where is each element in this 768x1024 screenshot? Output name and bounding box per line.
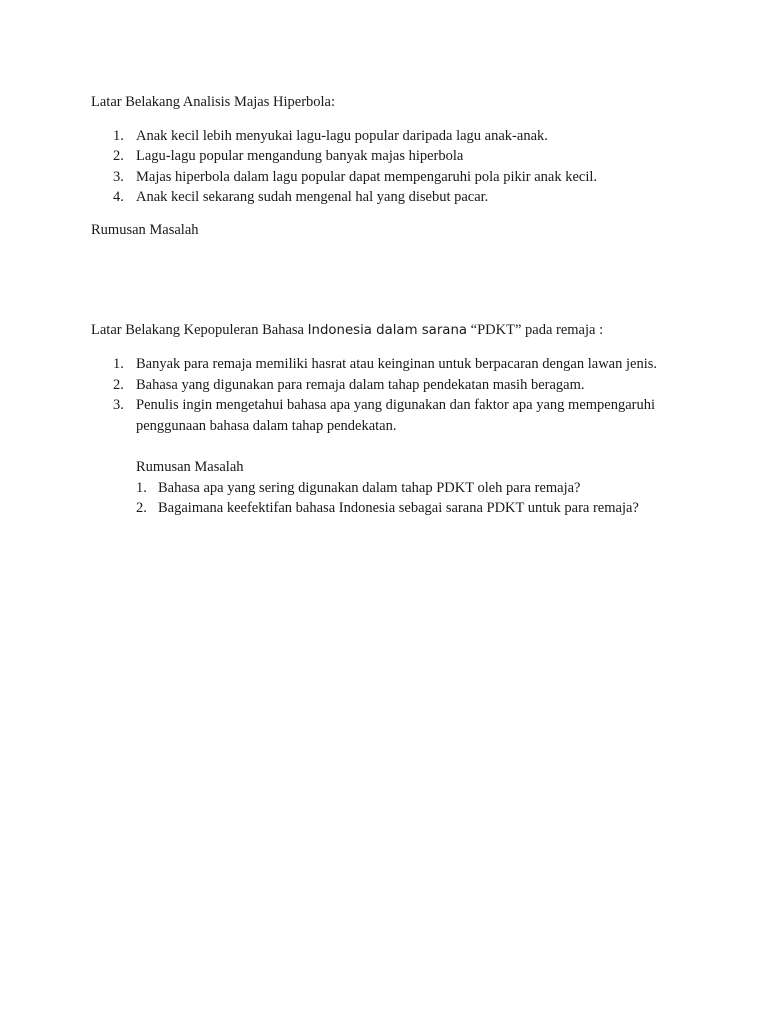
list-item-number: 3. (113, 169, 124, 185)
list-item-number: 2. (113, 148, 124, 164)
section1-heading: Latar Belakang Analisis Majas Hiperbola: (91, 94, 336, 110)
list-item-continuation: penggunaan bahasa dalam tahap pendekatan. (136, 418, 397, 434)
list-item-number: 1. (113, 128, 124, 144)
list-item-number: 4. (113, 189, 124, 205)
list-item: Penulis ingin mengetahui bahasa apa yang digunakan dan faktor apa yang mempengaruhi (136, 397, 656, 413)
list-item: Bahasa yang digunakan para remaja dalam tahap pendekatan masih beragam. (136, 377, 585, 393)
list-item: Majas hiperbola dalam lagu popular dapat mempengaruhi pola pikir anak kecil. (136, 169, 598, 185)
rumusan-item-number: 2. (136, 500, 147, 516)
list-item-number: 1. (113, 356, 124, 372)
section2-heading-part2: Indonesia dalam sarana (307, 323, 468, 338)
rumusan-item: Bahasa apa yang sering digunakan dalam tahap PDKT oleh para remaja? (158, 480, 581, 496)
rumusan-heading-2: Rumusan Masalah (136, 459, 244, 475)
section2-heading-part3: “PDKT” pada remaja : (467, 322, 604, 338)
rumusan-item-number: 1. (136, 480, 147, 496)
rumusan-item: Bagaimana keefektifan bahasa Indonesia sebagai sarana PDKT untuk para remaja? (158, 500, 639, 516)
list-item-number: 3. (113, 397, 124, 413)
list-item: Anak kecil lebih menyukai lagu-lagu popular daripada lagu anak-anak. (136, 128, 548, 144)
section2-heading-part1: Latar Belakang Kepopuleran Bahasa (91, 322, 308, 338)
list-item-number: 2. (113, 377, 124, 393)
rumusan-heading-1: Rumusan Masalah (91, 222, 199, 238)
list-item: Anak kecil sekarang sudah mengenal hal yang disebut pacar. (136, 189, 489, 205)
list-item: Lagu-lagu popular mengandung banyak majas hiperbola (136, 148, 464, 164)
section2-heading (91, 323, 603, 338)
list-item: Banyak para remaja memiliki hasrat atau keinginan untuk berpacaran dengan lawan jenis. (136, 356, 657, 372)
